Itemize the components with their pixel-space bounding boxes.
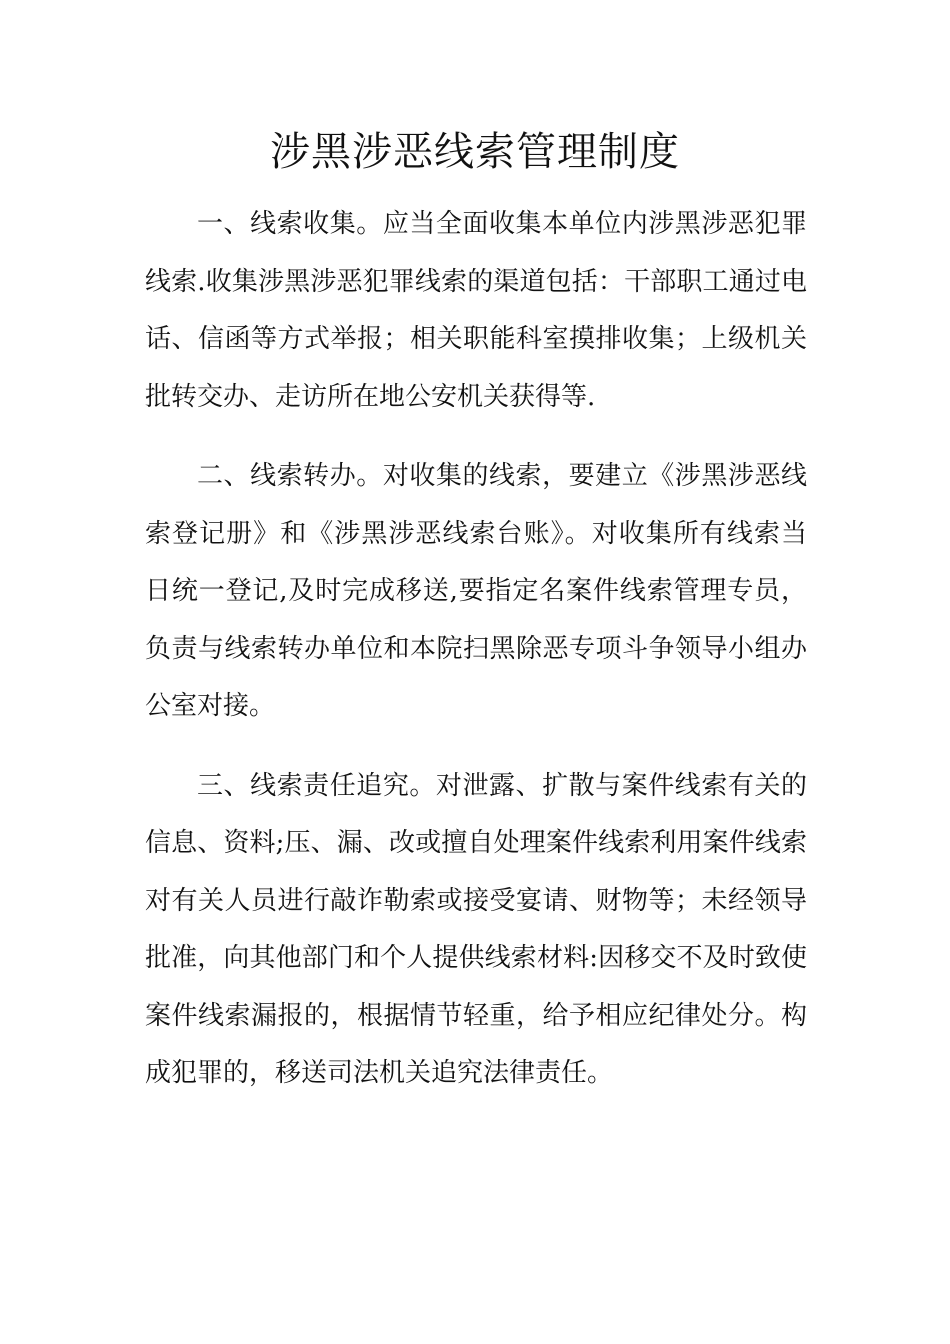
paragraph-clue-collection: 一、线索收集。应当全面收集本单位内涉黑涉恶犯罪线索.收集涉黑涉恶犯罪线索的渠道包括：干部职工通过电话、信函等方式举报；相关职能科室摸排收集；上级机关批转交办、走访所在地公安机关获得等.	[145, 209, 807, 412]
document-title: 涉黑涉恶线索管理制度	[270, 129, 680, 175]
paragraph-clue-accountability: 三、线索责任追究。对泄露、扩散与案件线索有关的信息、资料;压、漏、改或擅自处理案件线索利用案件线索对有关人员进行敲诈勒索或接受宴请、财物等；未经领导批准，向其他部门和个人提供线索材料:因移交不及时致使案件线索漏报的，根据情节轻重，给予相应纪律处分。构成犯罪的，移送司法机关追究法律责任。	[145, 770, 807, 1088]
paragraph-clue-transfer: 二、线索转办。对收集的线索，要建立《涉黑涉恶线索登记册》和《涉黑涉恶线索台账》。对收集所有线索当日统一登记,及时完成移送,要指定名案件线索管理专员，负责与线索转办单位和本院扫黑除恶专项斗争领导小组办公室对接。	[145, 461, 807, 721]
document-body	[145, 196, 807, 1105]
